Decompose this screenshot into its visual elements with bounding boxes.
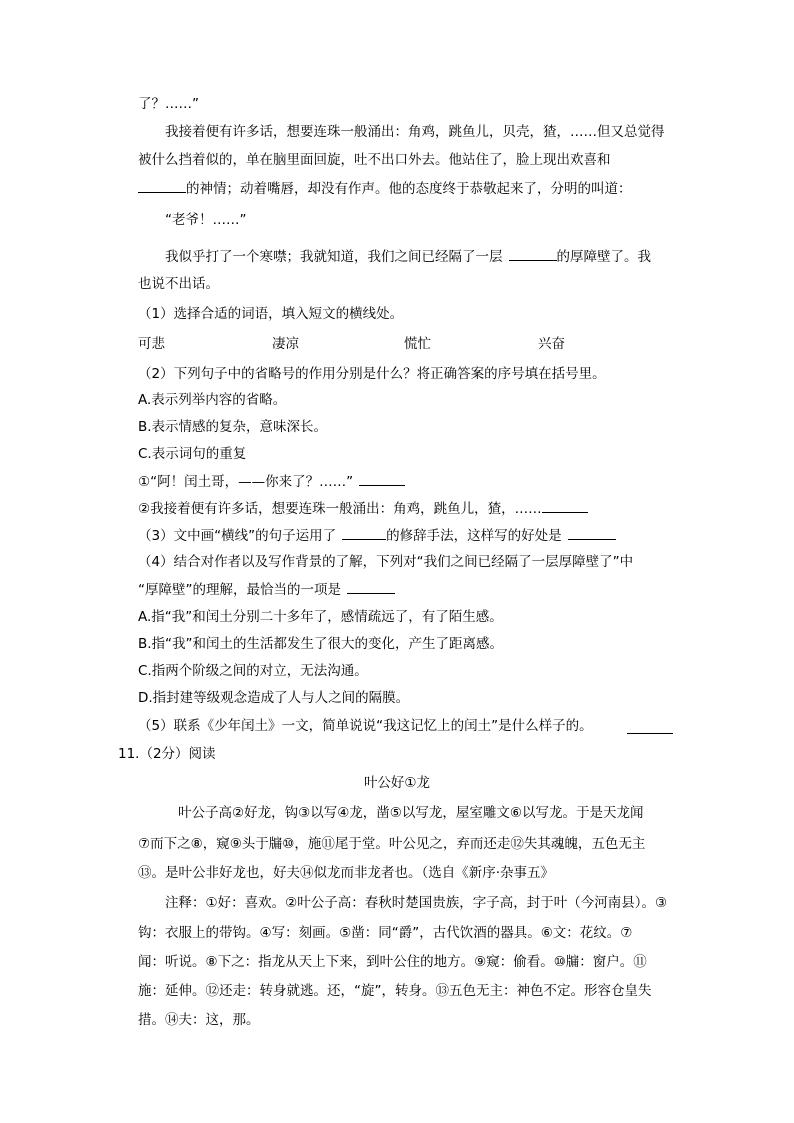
annotation-line: 措。⑭夫：这，那。 <box>138 1012 260 1028</box>
question-prompt: （3）文中画“横线”的句子运用了 的修辞手法，这样写的好处是 <box>138 525 616 546</box>
choice-a: A.指“我”和闰土分别二十多年了，感情疏远了，有了陌生感。 <box>138 609 503 625</box>
classical-text-line: ⑦而下之⑧，窥⑨头于牖⑩，施⑪尾于堂。叶公见之，弃而还走⑫失其魂魄，五色无主 <box>138 836 646 852</box>
choice-b: B.指“我”和闰土的生活都发生了很大的变化，产生了距离感。 <box>138 636 504 652</box>
choice-c: C.指两个阶级之间的对立，无法沟通。 <box>138 663 368 679</box>
annotation-line: 施：延伸。⑫还走：转身就逃。还，“旋”，转身。⑬五色无主：神色不定。形容仓皇失 <box>138 983 652 999</box>
classical-text-title: 叶公好①龙 <box>363 775 431 791</box>
annotation-line: 注释：①好：喜欢。②叶公子高：春秋时楚国贵族，字子高，封于叶（今河南县）。③ <box>165 895 668 911</box>
passage-line <box>165 246 651 267</box>
question-prompt: （2）下列句子中的省略号的作用分别是什么？将正确答案的序号填在括号里。 <box>138 366 606 382</box>
answer-blank[interactable] <box>509 246 557 261</box>
choice-a: A.表示列举内容的省略。 <box>138 392 287 408</box>
passage-text: 我似乎打了一个寒噤；我就知道，我们之间已经隔了一层 <box>165 249 503 265</box>
passage-line: 也说不出话。 <box>138 276 219 292</box>
question-prompt: （5）联系《少年闰土》一文，简单说说“我这记忆上的闰土”是什么样子的。 <box>138 718 593 734</box>
classical-text-line: ⑬。是叶公非好龙也，好夫⑭似龙而非龙者也。（选自《新序·杂事五》 <box>138 865 555 881</box>
sentence-1: ①“阿！闰土哥，——你来了？……” <box>138 471 405 492</box>
passage-quote: “老爷！……” <box>165 212 247 228</box>
word-option: 凄凉 <box>272 336 299 352</box>
choice-b: B.表示情感的复杂，意味深长。 <box>138 419 328 435</box>
answer-blank[interactable] <box>138 178 186 193</box>
question-prompt: （4）结合对作者以及写作背景的了解，下列对“我们之间已经隔了一层厚障壁了”中 <box>138 554 634 570</box>
annotation-line: 闻：听说。⑧下之：指龙从天上下来，到叶公住的地方。⑨窥：偷看。⑩牖：窗户。⑪ <box>138 954 647 970</box>
answer-blank[interactable] <box>359 471 405 486</box>
answer-blank[interactable] <box>627 719 673 734</box>
sentence-2: ②我接着便有许多话，想要连珠一般涌出：角鸡，跳鱼儿，猹，…… <box>138 498 588 519</box>
passage-text: 的厚障壁了。我 <box>556 249 651 265</box>
choice-d: D.指封建等级观念造成了人与人之间的隔膜。 <box>138 690 410 706</box>
passage-line <box>138 178 632 199</box>
classical-text-line: 叶公子高②好龙，钩③以写④龙，凿⑤以写龙，屋室雕文⑥以写龙。于是天龙闻 <box>178 805 644 821</box>
word-option: 兴奋 <box>538 336 565 352</box>
annotation-line: 钩：衣服上的带钩。④写：刻画。⑤凿：同“爵”，古代饮酒的器具。⑥文：花纹。⑦ <box>138 925 633 941</box>
answer-blank[interactable] <box>568 525 616 540</box>
question-prompt: （1）选择合适的词语，填入短文的横线处。 <box>138 306 404 322</box>
question-header: 11.（2分）阅读 <box>118 746 216 762</box>
answer-blank[interactable] <box>542 498 588 513</box>
answer-blank[interactable] <box>347 579 395 594</box>
word-option: 慌忙 <box>404 336 431 352</box>
passage-line: 我接着便有许多话，想要连珠一般涌出：角鸡，跳鱼儿，贝壳，猹，……但又总觉得 <box>165 124 665 140</box>
passage-text: 的神情；动着嘴唇，却没有作声。他的态度终于恭敬起来了，分明的叫道： <box>186 181 632 197</box>
passage-line: 被什么挡着似的，单在脑里面回旋，吐不出口外去。他站住了，脸上现出欢喜和 <box>138 152 611 168</box>
passage-line: 了？……” <box>138 96 199 112</box>
answer-blank[interactable] <box>342 525 386 540</box>
word-option: 可悲 <box>138 336 165 352</box>
question-prompt: “厚障壁”的理解，最恰当的一项是 <box>138 579 395 600</box>
choice-c: C.表示词句的重复 <box>138 446 247 462</box>
